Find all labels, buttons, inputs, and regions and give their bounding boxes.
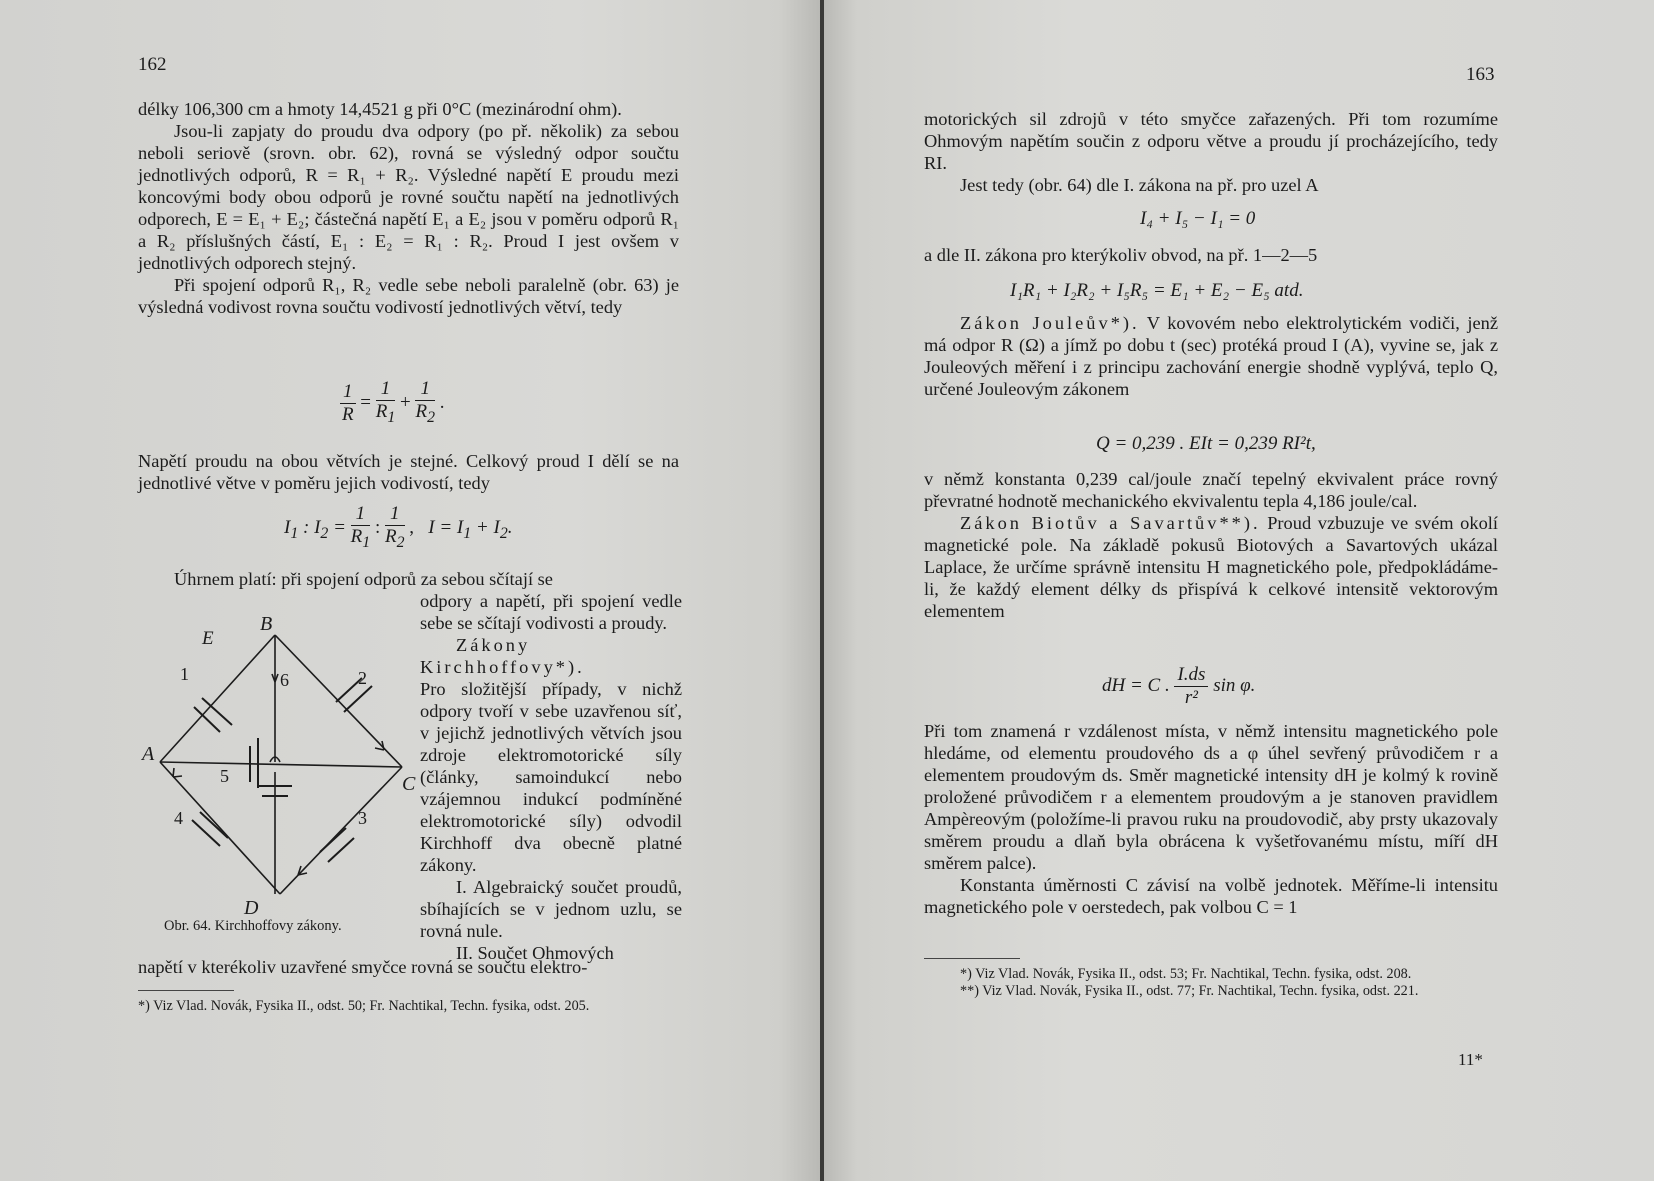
summary-line: Úhrnem platí: při spojení odporů za sebou sčítají se xyxy=(174,569,553,589)
paragraph: a dle II. zákona pro kterýkoliv obvod, na př. 1—2—5 xyxy=(924,245,1318,265)
kirchhoff-circuit-diagram xyxy=(140,612,420,922)
paragraph: I. Algebraický součet proudů, sbíhajících se v jednom uzlu, se rovná nule. xyxy=(420,877,682,941)
joule-law-equation: Q = 0,239 . EIt = 0,239 RI²t, xyxy=(1096,433,1316,454)
paragraph: délky 106,300 cm a hmoty 14,4521 g při 0°C (mezinárodní ohm). xyxy=(138,99,622,119)
footnote-rule xyxy=(924,958,1020,959)
paragraph: v němž konstanta 0,239 cal/joule značí tepelný ekvivalent práce rovný převratné hodnotě mechanického ekvivalentu tepla 4,186 joule/cal. xyxy=(924,469,1498,511)
paragraph: Pro složitější případy, v nichž odpory tvoří v sebe uzavřenou síť, v jejichž jednotlivých větvích jsou zdroje elektromotorické síly (články, samoindukcí nebo vzájemnou indukcí podmíněné elektromotorické síly) odvodil Kirchhoff dva obecně platné zákony. xyxy=(420,679,682,875)
node-label-a: A xyxy=(142,743,155,765)
parallel-resistance-equation: $\frac{1}{R}$ = $\frac{1}{R_1}$ + $\frac{1}{R_2}$ . xyxy=(341,378,445,426)
paragraph: Při spojení odporů R₁, R₂ vedle sebe neboli paralelně (obr. 63) je výsledná vodivost rovna součtu vodivostí jednotlivých větví, tedy xyxy=(138,275,679,317)
paragraph: Napětí proudu na obou větvích je stejné. Celkový proud I dělí se na jednotlivé větve v poměru jejich vodivostí, tedy xyxy=(138,451,679,493)
paragraph: Při tom znamená r vzdálenost místa, v němž intensitu magnetického pole hledáme, od elementu proudového ds a φ úhel sevřený průvodičem r a elementem proudovým ds. Směr magnetické intensity dH je kolmý k rovině proložené průvodičem r a elementem proudovým a je stanoven pravidlem Ampèreovým (položíme-li pravou ruku na proudovodič, aby prsty ukazovaly směrem proudu a dlaň byla obrácena k vyšetřovanému místu, míří dH směrem palce). xyxy=(924,721,1498,873)
right-upper-text xyxy=(924,108,1498,196)
branch-label-6: 6 xyxy=(280,670,289,690)
paragraph: motorických sil zdrojů v této smyčce zařazených. Při tom rozumíme Ohmovým napětím součin z odporu větve a proudu jí procházejícího, tedy RI. xyxy=(924,109,1498,173)
page-number: 162 xyxy=(138,54,167,75)
biot-savart-equation: dH = C . $\frac{I.ds}{\text{r²}}$ sin φ. xyxy=(1102,664,1256,708)
branch-label-1: 1 xyxy=(180,664,189,684)
branch-5-wire xyxy=(160,762,402,767)
right-page xyxy=(824,0,1654,1181)
paragraph: II. Součet Ohmových xyxy=(456,943,614,963)
left-middle-text xyxy=(138,450,679,494)
section-heading: Zákony Kirchhoffovy*). xyxy=(420,635,585,677)
footnote-rule xyxy=(138,990,234,991)
page-number: 163 xyxy=(1466,64,1495,85)
paragraph: Zákon Jouleův*). V kovovém nebo elektrolytickém vodiči, jenž má odpor R (Ω) a jímž po dobu t (sec) protéká proud I (A), vyvine se, jak z Jouleových měření i z principu zachování energie shodně vyplývá, teplo Q, určené Jouleovým zákonem xyxy=(924,313,1499,399)
right-lower-text xyxy=(924,720,1498,918)
footnotes xyxy=(924,966,1498,1000)
node-label-c: C xyxy=(402,773,416,795)
paragraph: Konstanta úměrnosti C závisí na volbě jednotek. Měříme-li intensitu magnetického pole v oerstedech, pak volbou C = 1 xyxy=(924,875,1498,917)
node-label-d: D xyxy=(244,897,259,919)
signature-mark: 11* xyxy=(1458,1050,1483,1069)
joule-section xyxy=(924,312,1498,400)
paragraph: Jsou-li zapjaty do proudu dva odpory (po př. několik) za sebou neboli seriově (srovn. obr. 62), rovná se výsledný odpor součtu jednotlivých odporů, R = R₁ + R₂. Výsledné napětí E proudu mezi koncovými body obou odporů je rovné součtu napětí na jednotlivých odporech, E = E₁ + E₂; částečná napětí E₁ a E₂ jsou v poměru odporů R₁ a R₂ příslušných částí, E₁ : E₂ = R₁ : R₂. Proud I jest ovšem v jednotlivých odporech stejný. xyxy=(138,121,679,273)
node-label-b: B xyxy=(260,613,273,635)
left-page xyxy=(0,0,820,1181)
footnote-text: **) Viz Vlad. Novák, Fysika II., odst. 77; Fr. Nachtikal, Techn. fysika, odst. 221. xyxy=(960,983,1419,999)
kirchhoff-first-law-example: I₄ + I₅ − I₁ = 0 xyxy=(1140,208,1256,229)
branch-label-5: 5 xyxy=(220,766,229,786)
branch-label-2: 2 xyxy=(358,668,367,688)
footnote-text: *) Viz Vlad. Novák, Fysika II., odst. 53; Fr. Nachtikal, Techn. fysika, odst. 208. xyxy=(960,966,1412,982)
footnote xyxy=(138,998,683,1015)
section-heading: Zákon Biotův a Savartův**). xyxy=(960,513,1261,533)
paragraph: Zákon Biotův a Savartův**). Proud vzbuzuje ve svém okolí magnetické pole. Na základě pokusů Biotových a Savartových ukázal Laplace, že určíme správně intensitu H magnetického pole, předpokládáme-li, že každý element délky ds přispívá k celkové intensitě vektorovým elementem xyxy=(924,513,1498,621)
branch-label-4: 4 xyxy=(174,808,183,828)
left-narrow-column xyxy=(420,590,682,964)
label-e: E xyxy=(202,628,214,649)
paragraph: Jest tedy (obr. 64) dle I. zákona na př. pro uzel A xyxy=(960,175,1319,195)
kirchhoff-second-law-example: I₁R₁ + I₂R₂ + I₅R₅ = E₁ + E₂ − E₅ atd. xyxy=(1010,280,1304,301)
current-divider-equation: $I_1$ : $I_2$ = $\frac{1}{R_1}$ : $\frac{1}{R_2}$ , $I = I_1 + I_2$. xyxy=(284,503,513,551)
paragraph-continuation: napětí v kterékoliv uzavřené smyčce rovná se součtu elektro- xyxy=(138,957,588,977)
footnote-text: *) Viz Vlad. Novák, Fysika II., odst. 50; Fr. Nachtikal, Techn. fysika, odst. 205. xyxy=(138,998,590,1014)
paragraph: odpory a napětí, při spojení vedle sebe se sčítají vodivosti a proudy. xyxy=(420,591,682,633)
branch-label-3: 3 xyxy=(358,808,367,828)
right-middle-text xyxy=(924,468,1498,622)
figure-caption: Obr. 64. Kirchhoffovy zákony. xyxy=(164,918,342,934)
section-heading: Zákon Jouleův*). xyxy=(960,313,1140,333)
left-upper-text xyxy=(138,98,679,318)
